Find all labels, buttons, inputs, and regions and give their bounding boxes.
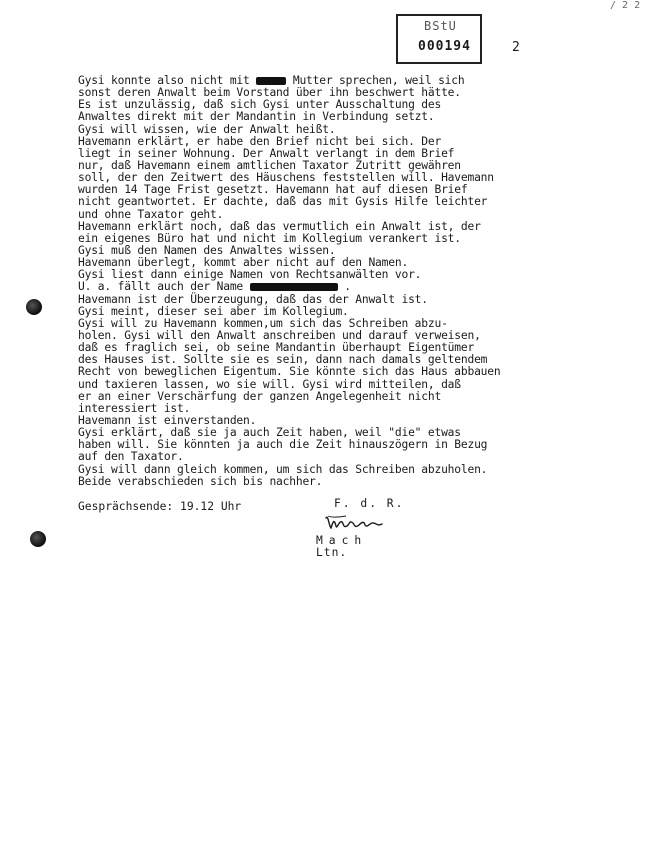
text-line-segment: Gysi will zu Havemann kommen,um sich das Schreiben abzu- — [78, 316, 448, 330]
text-line-segment: und ohne Taxator geht. — [78, 207, 224, 221]
transcript-body — [78, 75, 548, 488]
text-line-segment: ein eigenes Büro hat und nicht im Kollegium verankert ist. — [78, 231, 461, 245]
closing-fdr: F. d. R. — [334, 497, 405, 510]
signer-name: Mach — [316, 534, 368, 547]
stamp-number: 000194 — [418, 39, 471, 54]
text-line-segment: Havemann erklärt, er habe den Brief nicht bei sich. Der — [78, 134, 442, 148]
text-line-segment: Havemann ist der Überzeugung, daß das der Anwalt ist. — [78, 292, 428, 306]
text-line-segment: Es ist unzulässig, daß sich Gysi unter Ausschaltung des — [78, 98, 442, 112]
text-line-segment: interessiert ist. — [78, 401, 191, 415]
handwritten-signature — [322, 512, 386, 536]
text-line-segment: Havemann ist einverstanden. — [78, 413, 257, 427]
stamp-label: BStU — [424, 19, 457, 33]
text-line-segment: Gysi meint, dieser sei aber im Kollegium. — [78, 304, 349, 318]
text-line-segment: U. a. fällt auch der Name — [78, 280, 250, 294]
text-line-segment: soll, der den Zeitwert des Häuschens feststellen will. Havemann — [78, 171, 494, 185]
text-line-segment: er an einer Verschärfung der ganzen Angelegenheit nicht — [78, 389, 442, 403]
text-line-segment: Gysi erklärt, daß sie ja auch Zeit haben, weil "die" etwas — [78, 426, 461, 440]
text-line-segment: nicht geantwortet. Er dachte, daß das mit Gysis Hilfe leichter — [78, 195, 488, 209]
text-line-segment: daß es fraglich sei, ob seine Mandantin überhaupt Eigentümer — [78, 341, 475, 355]
punch-hole-bottom — [30, 531, 46, 547]
text-line — [78, 476, 548, 488]
call-end-time: Gesprächsende: 19.12 Uhr — [78, 500, 242, 513]
text-line-segment: liegt in seiner Wohnung. Der Anwalt verlangt in dem Brief — [78, 146, 455, 160]
text-line-segment: holen. Gysi will den Anwalt anschreiben und darauf verweisen, — [78, 328, 481, 342]
page-number: 2 — [512, 40, 520, 55]
punch-hole-top — [26, 299, 42, 315]
text-line-segment: . — [337, 280, 351, 294]
text-line-segment: Mutter sprechen, weil sich — [286, 74, 465, 87]
signer-rank: Ltn. — [316, 546, 348, 559]
text-line-segment: haben will. Sie könnten ja auch die Zeit hinauszögern in Bezug — [78, 438, 488, 452]
text-line-segment: nur, daß Havemann einem amtlichen Taxator Zutritt gewähren — [78, 158, 461, 172]
text-line-segment: auf den Taxator. — [78, 450, 184, 464]
text-line-segment: Anwaltes direkt mit der Mandantin in Verbindung setzt. — [78, 110, 435, 124]
text-line-segment: und taxieren lassen, wo sie will. Gysi wird mitteilen, daß — [78, 377, 461, 391]
text-line-segment: Havemann erklärt noch, daß das vermutlich ein Anwalt ist, der — [78, 219, 481, 233]
text-line-segment: Beide verabschieden sich bis nachher. — [78, 474, 323, 488]
corner-mark: / 2 2 — [610, 0, 641, 11]
text-line-segment: Gysi will wissen, wie der Anwalt heißt. — [78, 122, 336, 136]
text-line-segment: sonst deren Anwalt beim Vorstand über ihn beschwert hätte. — [78, 86, 461, 100]
text-line-segment: Gysi konnte also nicht mit — [78, 74, 257, 87]
redaction-bar — [256, 77, 286, 85]
text-line-segment: Gysi will dann gleich kommen, um sich das Schreiben abzuholen. — [78, 462, 488, 476]
archive-stamp — [396, 14, 482, 64]
redaction-bar — [250, 283, 338, 291]
text-line-segment: wurden 14 Tage Frist gesetzt. Havemann hat auf diesen Brief — [78, 183, 468, 197]
text-line-segment: Havemann überlegt, kommt aber nicht auf den Namen. — [78, 256, 409, 270]
text-line-segment: des Hauses ist. Sollte sie es sein, dann nach damals geltendem — [78, 353, 488, 367]
text-line-segment: Recht von beweglichen Eigentum. Sie könnte sich das Haus abbauen — [78, 365, 501, 379]
text-line-segment: Gysi muß den Namen des Anwaltes wissen. — [78, 243, 336, 257]
text-line-segment: Gysi liest dann einige Namen von Rechtsanwälten vor. — [78, 268, 422, 282]
